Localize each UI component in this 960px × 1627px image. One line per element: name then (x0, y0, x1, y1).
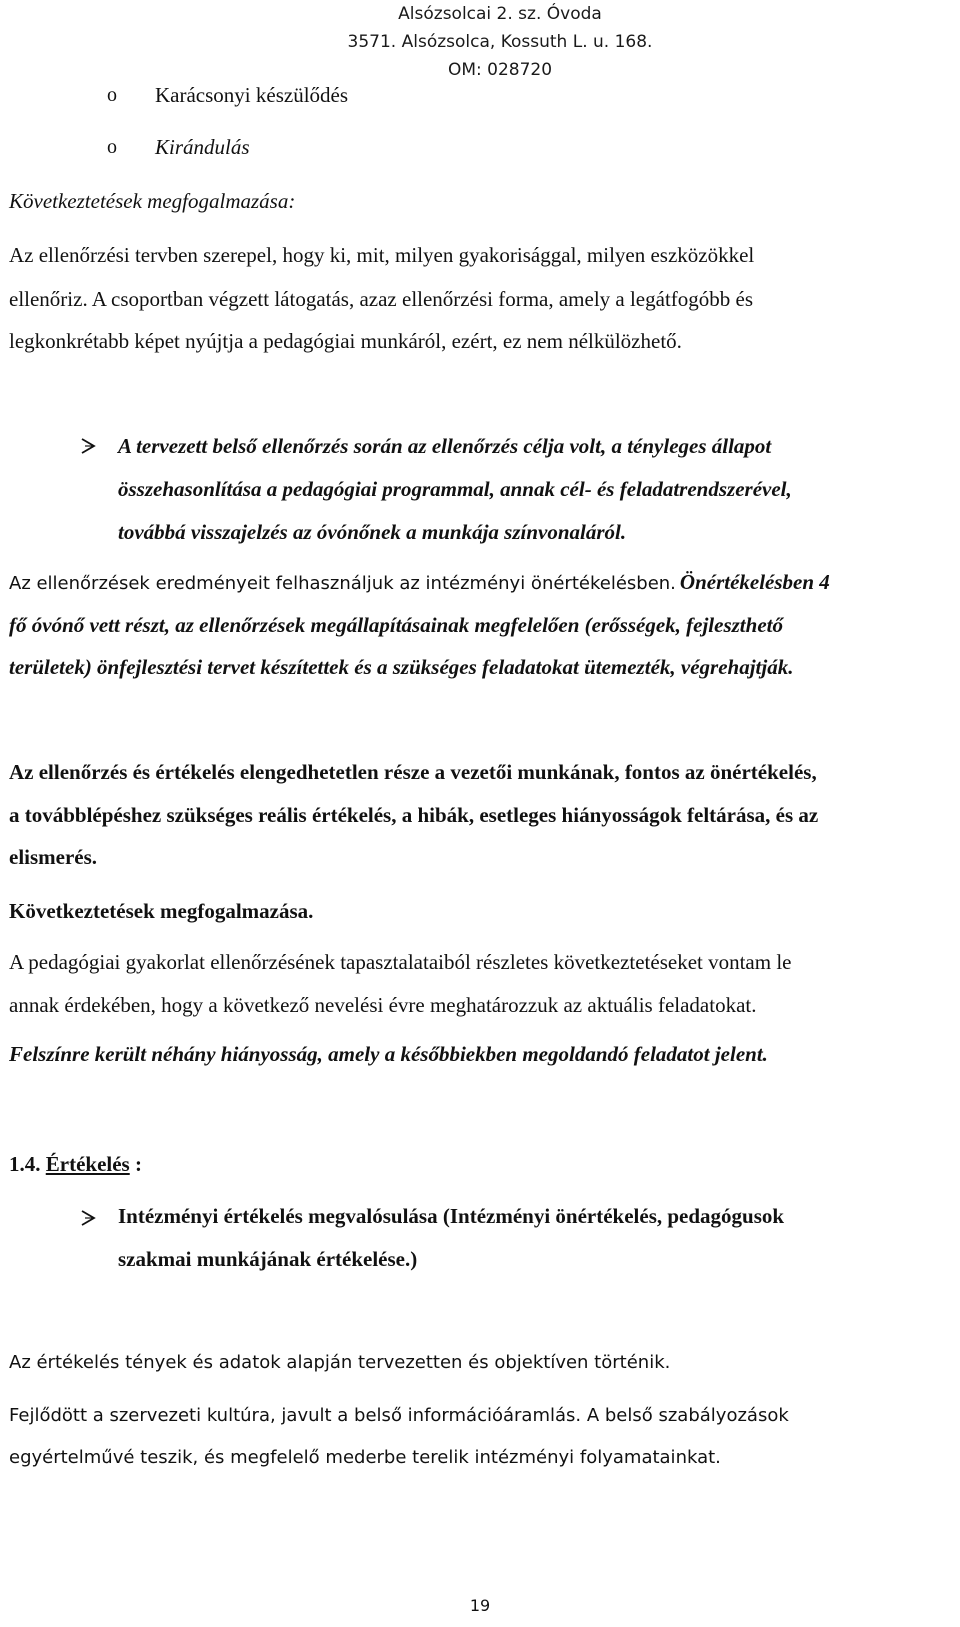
paragraph-line (9, 570, 830, 595)
paragraph-line: területek) önfejlesztési tervet készítettek és a szükséges feladatokat ütemezték, végrehajtják. (9, 655, 794, 679)
paragraph-line: A pedagógiai gyakorlat ellenőrzésének tapasztalataiból részletes következtetéseket vontam le (9, 950, 792, 974)
header-institution: Alsózsolcai 2. sz. Óvoda (398, 4, 602, 24)
section-suffix: : (129, 1152, 142, 1176)
section-number: 1.4. (9, 1152, 41, 1176)
section-title: Értékelés (45, 1152, 130, 1176)
paragraph-line: Fejlődött a szervezeti kultúra, javult a belső információáramlás. A belső szabályozások (9, 1405, 789, 1426)
bullet-line: összehasonlítása a pedagógiai programmal, annak cél- és feladatrendszerével, (118, 477, 792, 501)
arrow-bullet-icon (80, 438, 96, 454)
arrow-bullet-icon (80, 1210, 96, 1226)
paragraph-line: egyértelművé teszik, és megfelelő mederbe terelik intézményi folyamatainkat. (9, 1447, 721, 1468)
bullet-line: Intézményi értékelés megvalósulása (Intézményi önértékelés, pedagógusok (118, 1204, 785, 1228)
header-om: OM: 028720 (447, 60, 553, 80)
plain-text: Az ellenőrzések eredményeit felhasználjuk az intézményi önértékelésben. (9, 573, 676, 594)
paragraph-line: Az értékelés tények és adatok alapján tervezetten és objektíven történik. (9, 1352, 671, 1373)
list-item: Karácsonyi készülődés (155, 83, 349, 107)
paragraph-line: elismerés. (9, 845, 98, 869)
paragraph-line: Az ellenőrzési tervben szerepel, hogy ki, mit, milyen gyakorisággal, milyen eszközökkel (9, 243, 755, 267)
paragraph-line: legkonkrétabb képet nyújtja a pedagógiai munkáról, ezért, ez nem nélkülözhető. (9, 329, 682, 353)
paragraph-line: a továbblépéshez szükséges reális értékelés, a hibák, esetleges hiányosságok feltárása, és az (9, 803, 819, 827)
bullet-line: A tervezett belső ellenőrzés során az ellenőrzés célja volt, a tényleges állapot (118, 434, 772, 458)
paragraph-line: annak érdekében, hogy a következő nevelési évre meghatározzuk az aktuális feladatokat. (9, 993, 757, 1017)
header-address: 3571. Alsózsolca, Kossuth L. u. 168. (347, 32, 653, 52)
list-marker: o (107, 136, 117, 158)
page-header (330, 0, 670, 84)
section-heading (9, 1152, 142, 1177)
bullet-line: szakmai munkájának értékelése.) (118, 1247, 418, 1271)
paragraph-line: fő óvónő vett részt, az ellenőrzések megállapításainak megfelelően (erősségek, fejleszthető (9, 613, 783, 637)
conclusions-heading: Következtetések megfogalmazása. (9, 899, 314, 923)
list-item: Kirándulás (155, 135, 250, 159)
page-number: 19 (469, 1596, 491, 1615)
paragraph-line: Felszínre került néhány hiányosság, amely a későbbiekben megoldandó feladatot jelent. (9, 1042, 768, 1066)
emphasis-text: Önértékelésben 4 (679, 570, 830, 594)
paragraph-line: ellenőriz. A csoportban végzett látogatás, azaz ellenőrzési forma, amely a legátfogóbb és (9, 287, 754, 311)
bullet-line: továbbá visszajelzés az óvónőnek a munkája színvonaláról. (118, 520, 627, 544)
list-marker: o (107, 84, 117, 106)
paragraph-line: Az ellenőrzés és értékelés elengedhetetlen része a vezetői munkának, fontos az önértékelés, (9, 760, 817, 784)
conclusions-heading: Következtetések megfogalmazása: (9, 189, 296, 213)
